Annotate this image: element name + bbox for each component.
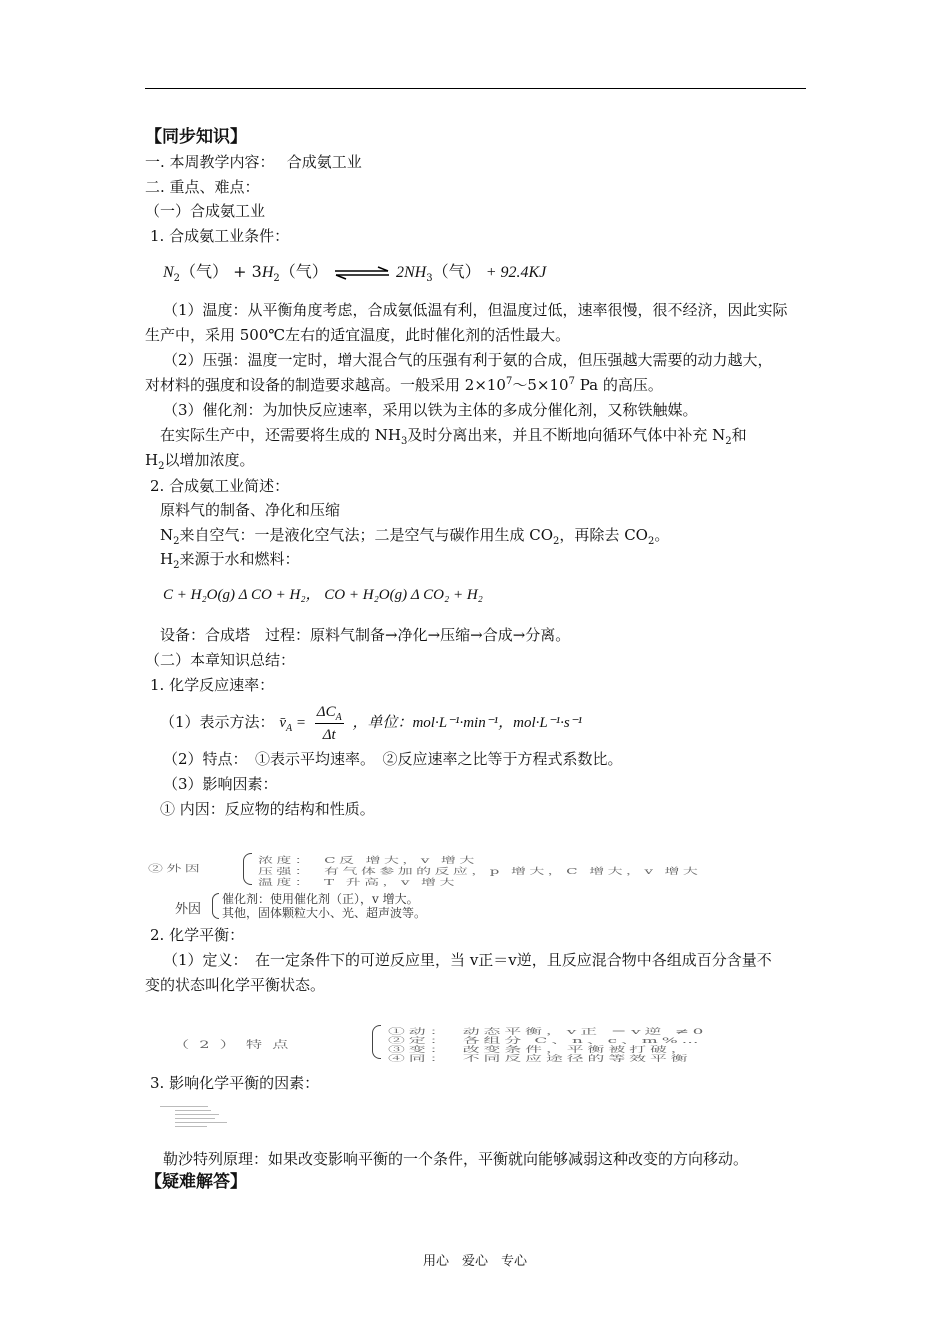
separation-para-2 [145, 450, 254, 470]
n2-sub-2: 2 [553, 536, 560, 547]
eq-nh3-sub: 3 [426, 273, 433, 285]
le-chatelier-line: 勒沙特列原理：如果改变影响平衡的一个条件，平衡就向能够减弱这种改变的方向移动。 [163, 1150, 749, 1168]
n2-source-line [160, 525, 669, 545]
n2-sub: 2 [173, 536, 180, 547]
eq-h-sub: 2 [273, 273, 280, 285]
sep-sub-1: 3 [400, 436, 408, 447]
water-gas-equation: C + H₂O(g) Δ CO + H₂， CO + H₂O(g) Δ CO₂ + H₂ [163, 587, 483, 603]
eq-n-sub: 2 [173, 273, 181, 285]
eq-n: N [163, 264, 174, 281]
sep-text-b: 及时分离出来，并且不断地向循环气体中补充 N [407, 426, 726, 444]
rate-fraction: $\frac{\Delta C_A}{\Delta t}$ [315, 701, 344, 746]
eq-plus: + 3 [233, 262, 262, 281]
rate-factor-line: （3）影响因素： [163, 775, 278, 793]
separation-para-1 [160, 425, 747, 445]
equipment-line: 设备：合成塔 过程：原料气制备→净化→压缩→合成→分离。 [160, 626, 571, 644]
external-factor-label: ②外因 [148, 863, 204, 875]
sep-text-a: 在实际生产中，还需要将生成的 NH [160, 426, 401, 444]
rate-feature-line: （2）特点： ①表示平均速率。 ②反应速率之比等于方程式系数比。 [163, 750, 623, 768]
section-title-qa: 【疑难解答】 [145, 1172, 247, 1192]
h2-text: 来源于水和燃料： [179, 550, 300, 568]
raw-gas-line: 原料气的制备、净化和压缩 [160, 501, 341, 519]
ext2-row-1: 催化剂：使用催化剂（正），v 增大。 [222, 892, 419, 906]
feature-label: （2）特点 [173, 1039, 299, 1052]
sep-sub-3: 2 [158, 461, 165, 472]
rate-method-line [160, 700, 582, 746]
summary-heading: （二）本章知识总结： [145, 651, 296, 669]
pressure-text-b: ～5×10 [512, 376, 569, 394]
h2-sub: 2 [173, 560, 180, 571]
eq-gas3: （气） [432, 262, 481, 281]
factors-heading: 3. 影响化学平衡的因素： [150, 1074, 320, 1092]
feature-row-1: ①动： 动态平衡，v正 ＝v逆 ≠0 [388, 1027, 708, 1037]
feature-row-2: ②定： 各组分 C、n、c、m%… [388, 1036, 703, 1046]
rate-heading: 1. 化学反应速率： [150, 676, 275, 694]
key-points-line: 二. 重点、难点： [145, 178, 260, 196]
temperature-para-1: （1）温度：从平衡角度考虑，合成氨低温有利，但温度过低，速率很慢，很不经济，因此实际 [163, 301, 788, 319]
equilibrium-heading: 2. 化学平衡： [150, 926, 245, 944]
eq-h: H [261, 264, 274, 281]
eq-heat: + 92.4KJ [485, 264, 547, 281]
pressure-para-1: （2）压强：温度一定时，增大混合气的压强有利于氨的合成，但压强越大需要的动力越大， [163, 351, 773, 369]
n2-n: N [160, 526, 174, 544]
pressure-text-a: 对材料的强度和设备的制造要求越高。一般采用 2×10 [145, 376, 506, 394]
catalyst-para: （3）催化剂：为加快反应速率，采用以铁为主体的多成分催化剂，又称铁触媒。 [163, 401, 698, 419]
external-brace [243, 853, 252, 885]
ext-row-3: 温度： T 升高，v 增大 [258, 877, 458, 888]
pressure-exp-2: 7 [568, 376, 575, 387]
sep-text-d: 以增加浓度。 [164, 451, 255, 469]
header-rule [145, 88, 806, 89]
external2-label: 外因 [175, 902, 202, 917]
feature-brace [372, 1025, 381, 1059]
pressure-para-2 [145, 375, 663, 395]
ext-row-1: 浓度： C反 增大，v 增大 [258, 855, 478, 866]
temperature-para-2: 生产中，采用 500℃左右的适宜温度，此时催化剂的活性最大。 [145, 326, 571, 344]
h2-source-line [160, 549, 299, 569]
reversible-arrow-icon [333, 266, 391, 280]
feature-row-3: ③变： 改变条件，平衡被打破， [388, 1045, 692, 1055]
feature-row-4: ④同： 不同反应途径的等效平衡 [388, 1054, 692, 1064]
n2-text-c: 。 [654, 526, 670, 544]
rate-formula: $v̄_A$ = [279, 715, 306, 734]
sep-h: H [145, 451, 159, 469]
ammonia-equation [163, 262, 546, 283]
n2-sub-3: 2 [647, 536, 655, 547]
pressure-exp-1: 7 [505, 376, 513, 387]
sep-sub-2: 2 [725, 436, 732, 447]
equilibrium-def-1: （1）定义： 在一定条件下的可逆反应里，当 v正＝v逆，且反应混合物中各组成百分含量不 [163, 951, 772, 969]
h2-h: H [160, 550, 174, 568]
rate-method-label: （1）表示方法： [160, 713, 275, 731]
factor-diagram-thumbnail [160, 1103, 240, 1139]
inner-factor-line: ① 内因：反应物的结构和性质。 [160, 800, 375, 818]
section-title-sync: 【同步知识】 [145, 127, 247, 147]
eq-nh3: 2NH [395, 264, 427, 281]
subsection-ammonia: （一）合成氨工业 [145, 202, 266, 220]
conditions-heading: 1. 合成氨工业条件： [150, 227, 290, 245]
pressure-text-c: Pa 的高压。 [574, 376, 663, 394]
page-footer: 用心 爱心 专心 [422, 1254, 527, 1269]
overview-heading: 2. 合成氨工业简述： [150, 477, 290, 495]
eq-gas1: （气） [180, 262, 229, 281]
eq-gas2: （气） [279, 262, 328, 281]
rate-unit: ，单位：mol·L⁻¹·min⁻¹，mol·L⁻¹·s⁻¹ [352, 715, 583, 731]
ext-row-2: 压强： 有气体参加的反应，p 增大，C 增大，v 增大 [258, 866, 702, 877]
ext2-row-2: 其他，固体颗粒大小、光、超声波等。 [222, 906, 427, 920]
equilibrium-def-2: 变的状态叫化学平衡状态。 [145, 976, 326, 994]
n2-text-b: ，再除去 CO [559, 526, 648, 544]
sep-text-c: 和 [731, 426, 747, 444]
external2-brace [212, 893, 219, 919]
weekly-content-line: 一. 本周教学内容： 合成氨工业 [145, 153, 362, 171]
n2-text-a: 来自空气：一是液化空气法；二是空气与碳作用生成 CO [179, 526, 554, 544]
